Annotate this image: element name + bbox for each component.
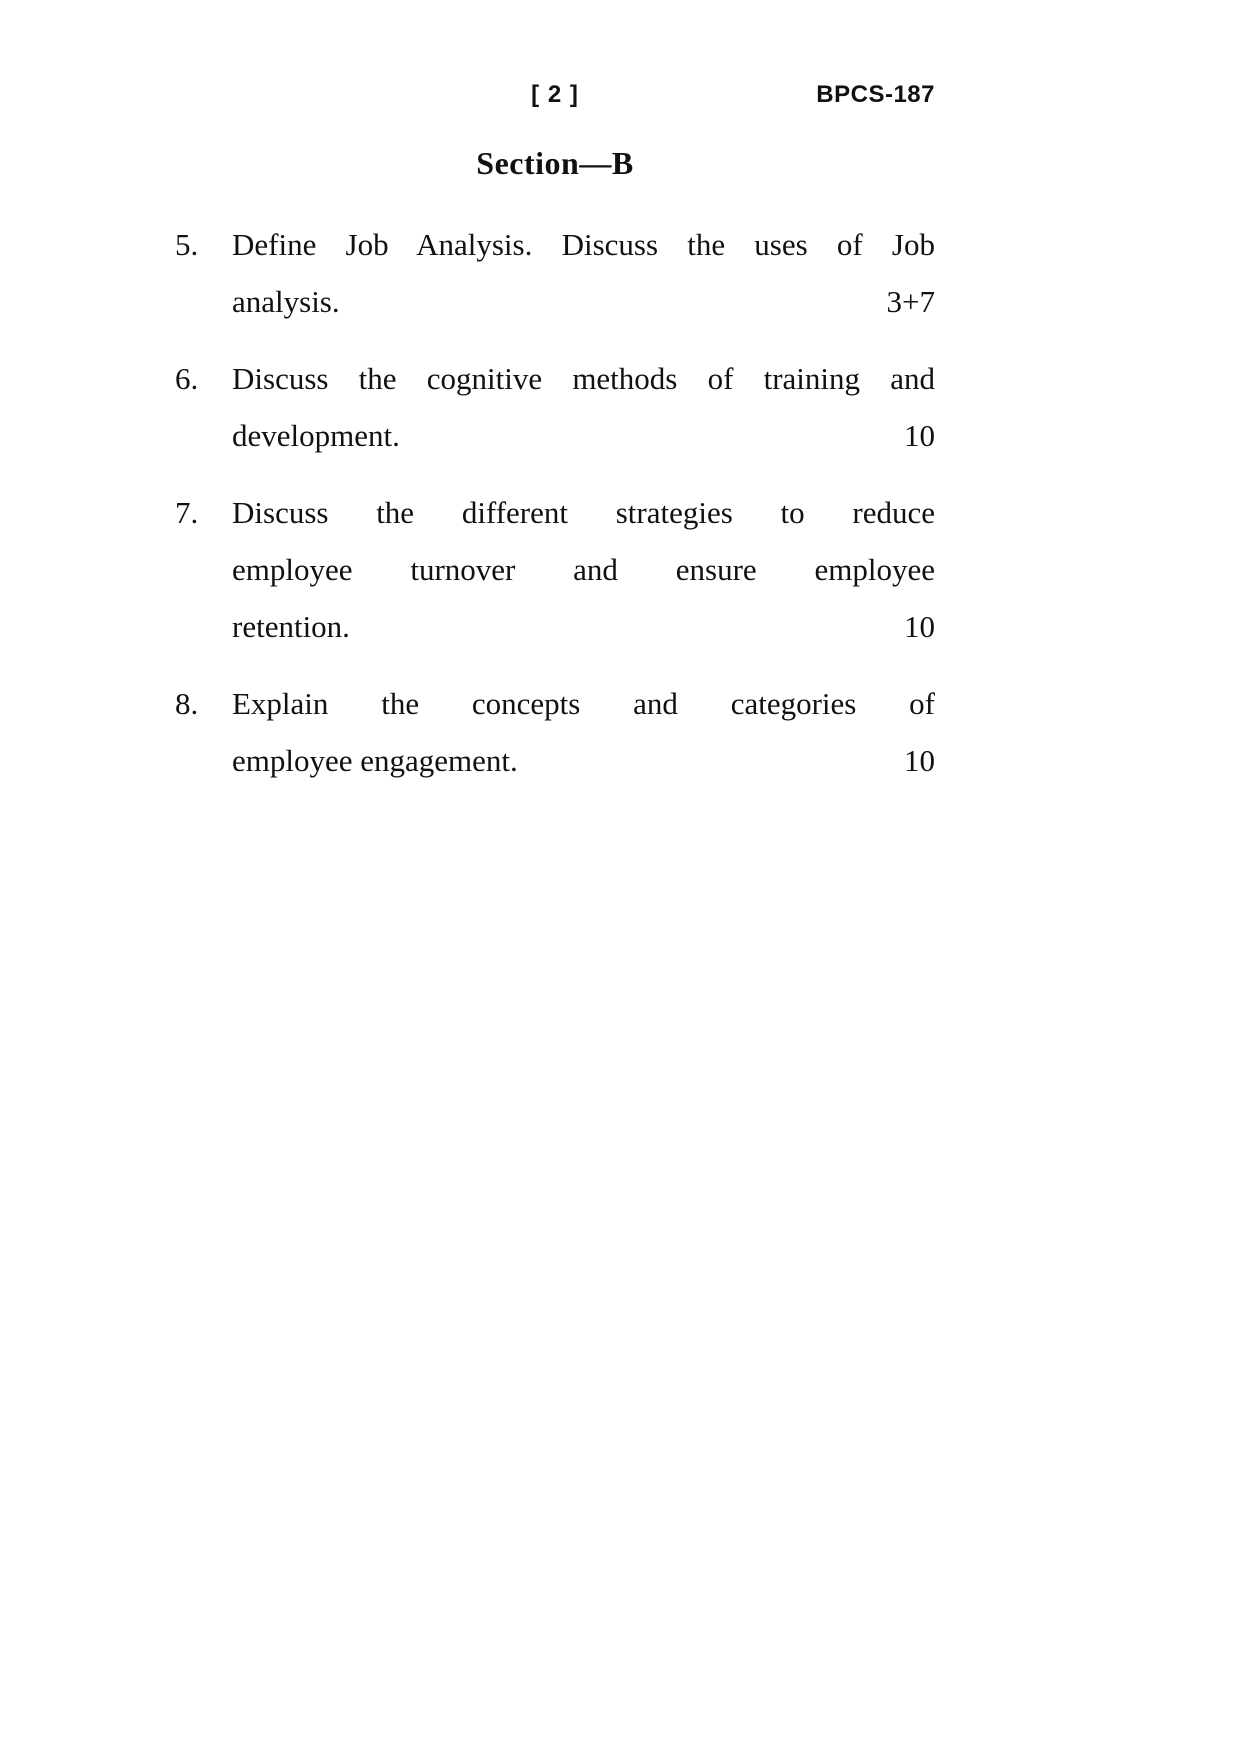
- page-content: [0, 0, 1241, 789]
- question-body: [232, 484, 935, 655]
- question-text: analysis.: [232, 284, 340, 319]
- question-marks: 10: [904, 743, 935, 778]
- question-last-line: [232, 598, 935, 655]
- question-text: retention.: [232, 609, 350, 644]
- question-last-line: [232, 273, 935, 330]
- question-body: [232, 216, 935, 330]
- question-5: [175, 216, 935, 330]
- question-text: employee engagement.: [232, 743, 518, 778]
- question-body: [232, 350, 935, 464]
- question-number: 7.: [175, 495, 199, 530]
- question-marks: 3+7: [886, 284, 935, 319]
- question-number: 5.: [175, 227, 199, 262]
- question-marks: 10: [904, 609, 935, 644]
- question-last-line: [232, 407, 935, 464]
- question-last-line: [232, 732, 935, 789]
- question-7: [175, 484, 935, 655]
- question-line: Explain the concepts and categories of: [232, 686, 935, 721]
- page-header: [175, 83, 935, 107]
- question-6: [175, 350, 935, 464]
- question-body: [232, 675, 935, 789]
- question-line: Discuss the cognitive methods of training and: [232, 361, 935, 396]
- question-8: [175, 675, 935, 789]
- question-list: [175, 216, 935, 789]
- paper-code: BPCS-187: [816, 81, 935, 108]
- question-number: 8.: [175, 686, 199, 721]
- question-line: employee turnover and ensure employee: [232, 552, 935, 587]
- question-text: development.: [232, 418, 400, 453]
- question-marks: 10: [904, 418, 935, 453]
- question-line: Define Job Analysis. Discuss the uses of Job: [232, 227, 935, 262]
- section-title: Section—B: [476, 145, 634, 181]
- question-line: Discuss the different strategies to reduce: [232, 495, 935, 530]
- page-number: [ 2 ]: [531, 81, 579, 108]
- question-number: 6.: [175, 361, 199, 396]
